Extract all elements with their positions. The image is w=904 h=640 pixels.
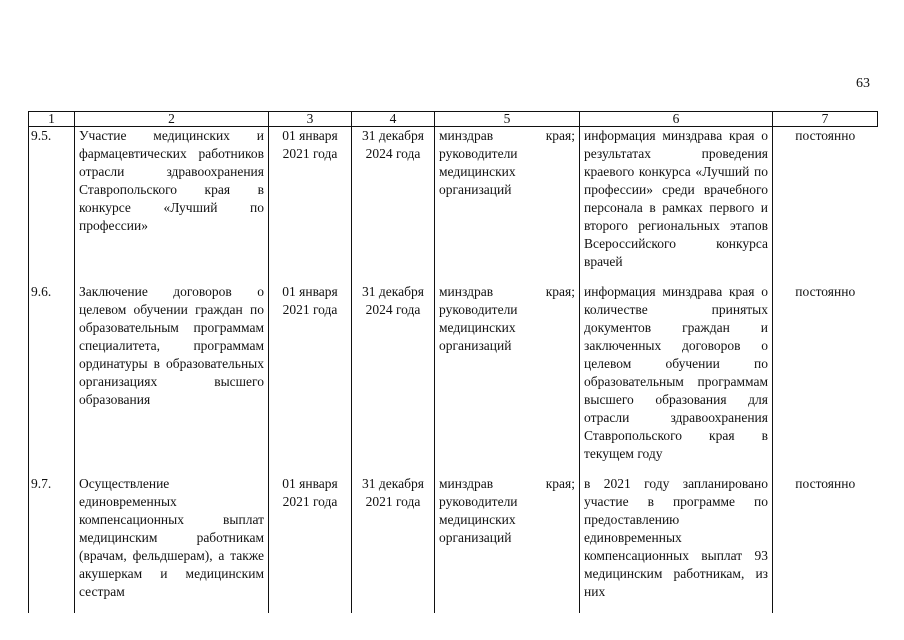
measure-name: Осуществление единовременных компенсационных выплат медицинским работникам (врачам, фельдшерам), а также акушеркам и медицинским сестрам — [75, 475, 269, 613]
expected-result: информация минздрава края о результатах проведения краевого конкурса «Лучший по профессии» среди врачебного персонала в рамках первого и второго региональных этапов Всероссийского конкурса врачей — [580, 127, 773, 284]
row-number: 9.5. — [29, 127, 75, 284]
page-number: 63 — [856, 76, 870, 91]
column-header-7: 7 — [773, 112, 878, 127]
periodicity: постоянно — [773, 283, 878, 475]
column-header-4: 4 — [352, 112, 435, 127]
expected-result: информация минздрава края о количестве принятых документов граждан и заключенных договоров о целевом обучении по образовательным программам высшего образования для отрасли здравоохранения Ставропольского края в текущем году — [580, 283, 773, 475]
column-header-5: 5 — [435, 112, 580, 127]
table-row — [29, 475, 878, 613]
start-date: 01 января 2021 года — [269, 127, 352, 284]
row-number: 9.7. — [29, 475, 75, 613]
end-date: 31 декабря 2021 года — [352, 475, 435, 613]
start-date: 01 января 2021 года — [269, 475, 352, 613]
column-number-row — [29, 112, 878, 127]
table-row — [29, 127, 878, 284]
responsible: минздрав края; руководители медицинских организаций — [435, 283, 580, 475]
periodicity: постоянно — [773, 475, 878, 613]
responsible: минздрав края; руководители медицинских организаций — [435, 127, 580, 284]
row-number: 9.6. — [29, 283, 75, 475]
end-date: 31 декабря 2024 года — [352, 283, 435, 475]
periodicity: постоянно — [773, 127, 878, 284]
measure-name: Участие медицинских и фармацевтических работников отрасли здравоохранения Ставропольского края в конкурсе «Лучший по профессии» — [75, 127, 269, 284]
column-header-6: 6 — [580, 112, 773, 127]
responsible: минздрав края; руководители медицинских организаций — [435, 475, 580, 613]
end-date: 31 декабря 2024 года — [352, 127, 435, 284]
measure-name: Заключение договоров о целевом обучении граждан по образовательным программам специалитета, программам ординатуры в образовательных организациях высшего образования — [75, 283, 269, 475]
table-row — [29, 283, 878, 475]
column-header-1: 1 — [29, 112, 75, 127]
measures-table — [28, 111, 878, 613]
column-header-2: 2 — [75, 112, 269, 127]
start-date: 01 января 2021 года — [269, 283, 352, 475]
expected-result: в 2021 году запланировано участие в программе по предоставлению единовременных компенсационных выплат 93 медицинским работникам, из них — [580, 475, 773, 613]
column-header-3: 3 — [269, 112, 352, 127]
